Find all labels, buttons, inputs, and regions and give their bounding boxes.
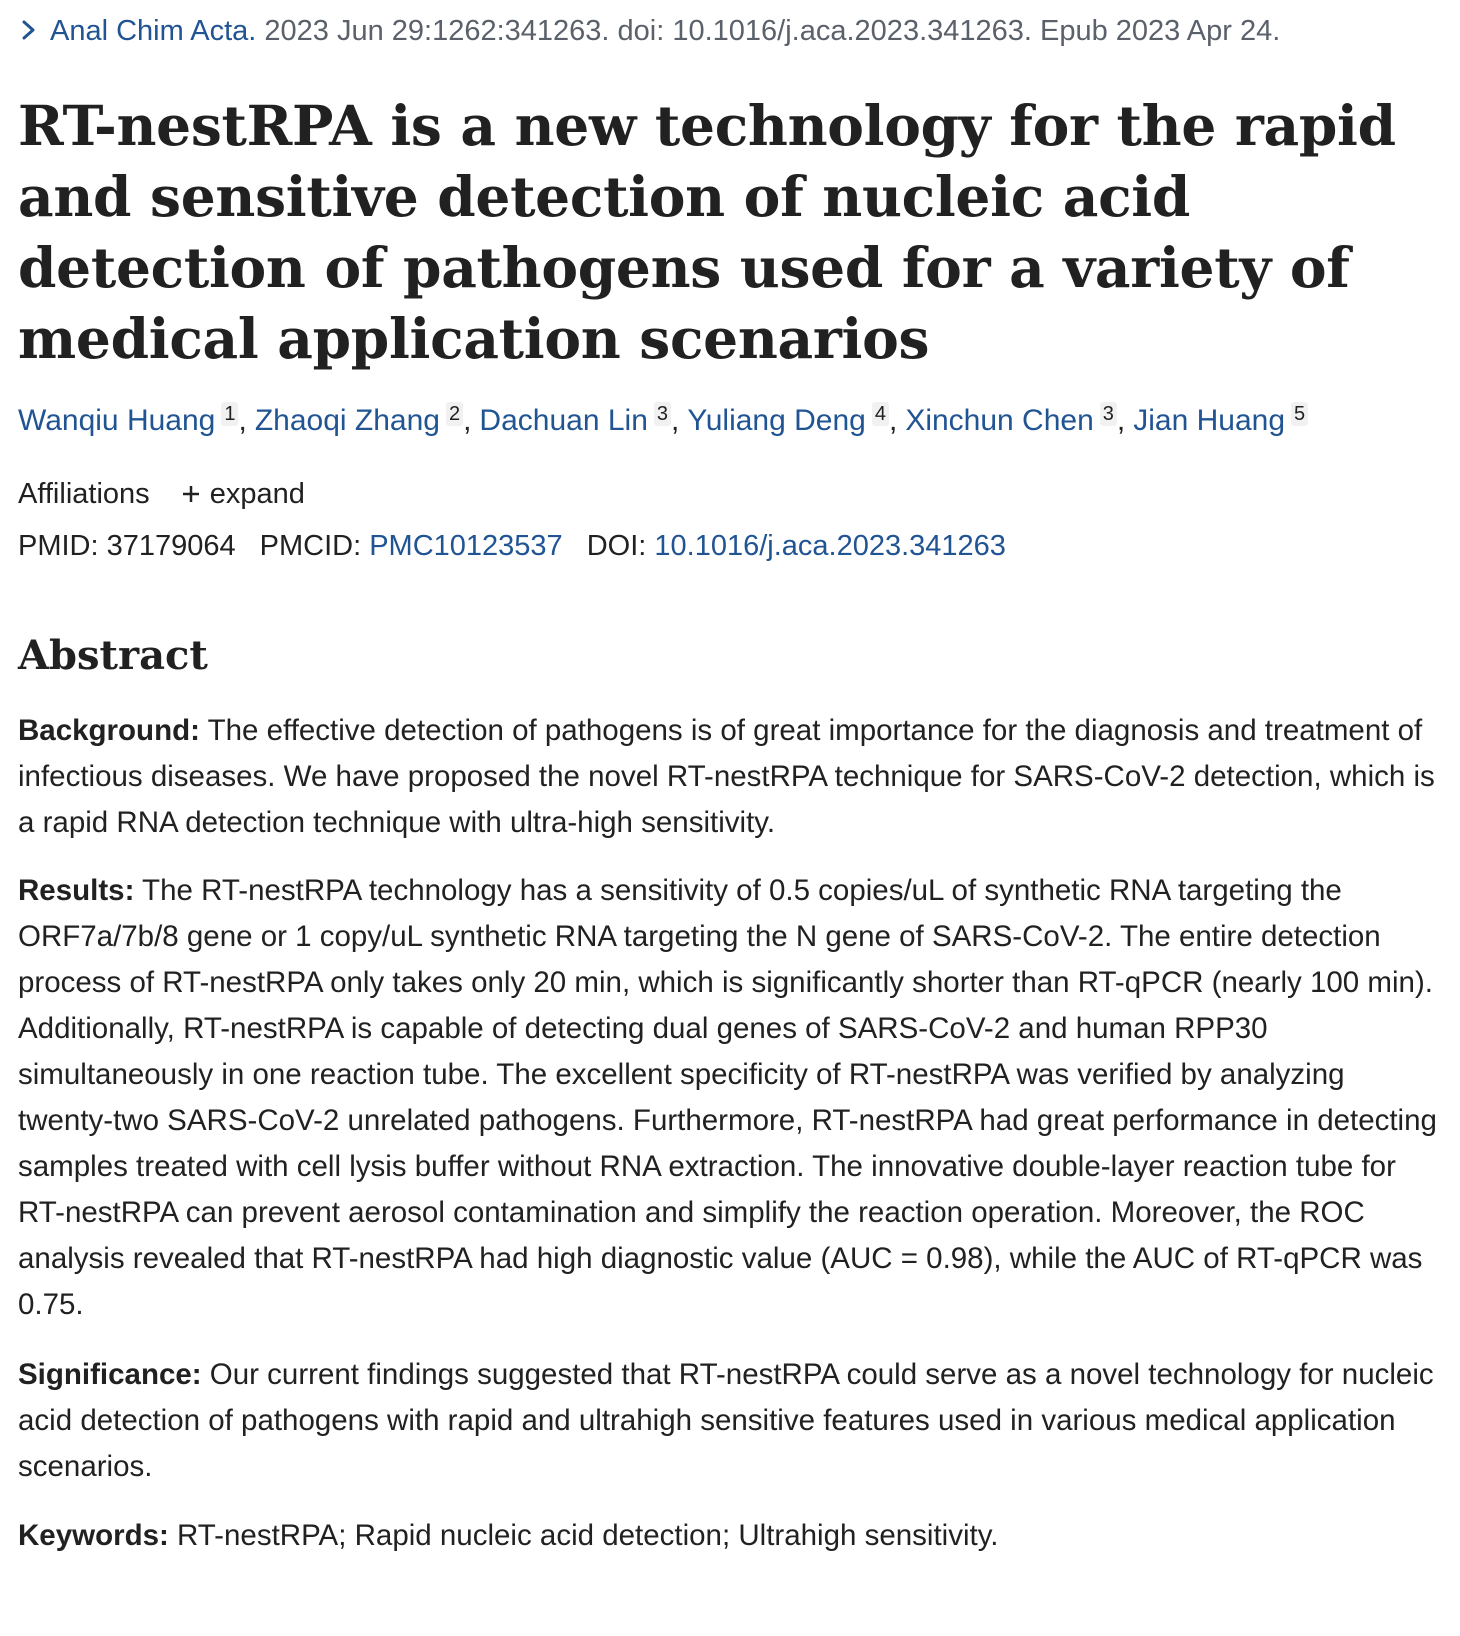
affiliation-ref[interactable]: 2 <box>446 402 463 426</box>
citation-details: 2023 Jun 29:1262:341263. doi: 10.1016/j.aca.2023.341263. Epub 2023 Apr 24. <box>256 15 1281 47</box>
keywords-label: Keywords: <box>18 1519 169 1552</box>
doi-link[interactable]: 10.1016/j.aca.2023.341263 <box>654 530 1006 562</box>
abstract-significance <box>18 1352 1438 1490</box>
plus-icon[interactable] <box>180 478 202 511</box>
results-text: The RT-nestRPA technology has a sensitivity of 0.5 copies/uL of synthetic RNA targeting the ORF7a/7b/8 gene or 1 copy/uL synthetic RNA targeting the N gene of SARS-CoV-2. The entire detection process of RT-nestRPA only takes only 20 min, which is significantly shorter than RT-qPCR (nearly 100 min). Additionally, RT-nestRPA is capable of detecting dual genes of SARS-CoV-2 and human RPP30 simultaneously in one reaction tube. The excellent specificity of RT-nestRPA was verified by analyzing twenty-two SARS-CoV-2 unrelated pathogens. Furthermore, RT-nestRPA had great performance in detecting samples treated with cell lysis buffer without RNA extraction. The innovative double-layer reaction tube for RT-nestRPA can prevent aerosol contamination and simplify the reaction operation. Moreover, the ROC analysis revealed that RT-nestRPA had high diagnostic value (AUC = 0.98), while the AUC of RT-qPCR was 0.75. <box>18 874 1437 1321</box>
affiliations-label: Affiliations <box>18 478 150 510</box>
affiliation-ref[interactable]: 3 <box>654 402 671 426</box>
abstract-background <box>18 708 1438 846</box>
abstract-heading: Abstract <box>18 632 208 679</box>
pmid-label: PMID: <box>18 530 107 562</box>
keywords-text: RT-nestRPA; Rapid nucleic acid detection; Ultrahigh sensitivity. <box>168 1519 999 1552</box>
affiliation-ref[interactable]: 5 <box>1291 402 1308 426</box>
author-link[interactable]: Yuliang Deng <box>687 404 866 437</box>
author-link[interactable]: Dachuan Lin <box>479 404 648 437</box>
significance-text: Our current findings suggested that RT-nestRPA could serve as a novel technology for nucleic acid detection of pathogens with rapid and ultrahigh sensitive features used in various medical application scenarios. <box>18 1358 1434 1483</box>
journal-link[interactable]: Anal Chim Acta. <box>50 15 257 47</box>
background-text: The effective detection of pathogens is of great importance for the diagnosis and treatment of infectious diseases. We have proposed the novel RT-nestRPA technique for SARS-CoV-2 detection, which is a rapid RNA detection technique with ultra-high sensitivity. <box>18 714 1435 839</box>
pmid-value: 37179064 <box>106 530 236 562</box>
chevron-right-icon[interactable] <box>18 19 40 41</box>
keywords <box>18 1513 1438 1559</box>
author-link[interactable]: Xinchun Chen <box>905 404 1094 437</box>
affiliation-ref[interactable]: 1 <box>221 402 238 426</box>
affiliation-ref[interactable]: 3 <box>1100 402 1117 426</box>
author-link[interactable]: Zhaoqi Zhang <box>254 404 440 437</box>
expand-affiliations-toggle[interactable]: expand <box>209 478 305 510</box>
significance-label: Significance: <box>18 1358 202 1391</box>
article-title: RT-nestRPA is a new technology for the rapid and sensitive detection of nucleic acid detection of pathogens used for a variety of medical application scenarios <box>18 93 1396 371</box>
pmcid-link[interactable]: PMC10123537 <box>369 530 563 562</box>
identifiers-row <box>18 530 1006 563</box>
author-link[interactable]: Wanqiu Huang <box>18 404 216 437</box>
results-label: Results: <box>18 874 135 907</box>
abstract-results <box>18 868 1438 1328</box>
pmcid-label: PMCID: <box>259 530 370 562</box>
affiliations-row <box>18 478 305 511</box>
citation-line <box>18 15 1280 48</box>
affiliation-ref[interactable]: 4 <box>872 402 889 426</box>
author-link[interactable]: Jian Huang <box>1133 404 1286 437</box>
background-label: Background: <box>18 714 200 747</box>
author-list: Wanqiu Huang 1 , Zhaoqi Zhang 2 , Dachuan Lin 3 , Yuliang Deng 4 , Xinchun Chen 3 , Jian Huang 5 <box>18 402 1308 438</box>
doi-label: DOI: <box>586 530 655 562</box>
